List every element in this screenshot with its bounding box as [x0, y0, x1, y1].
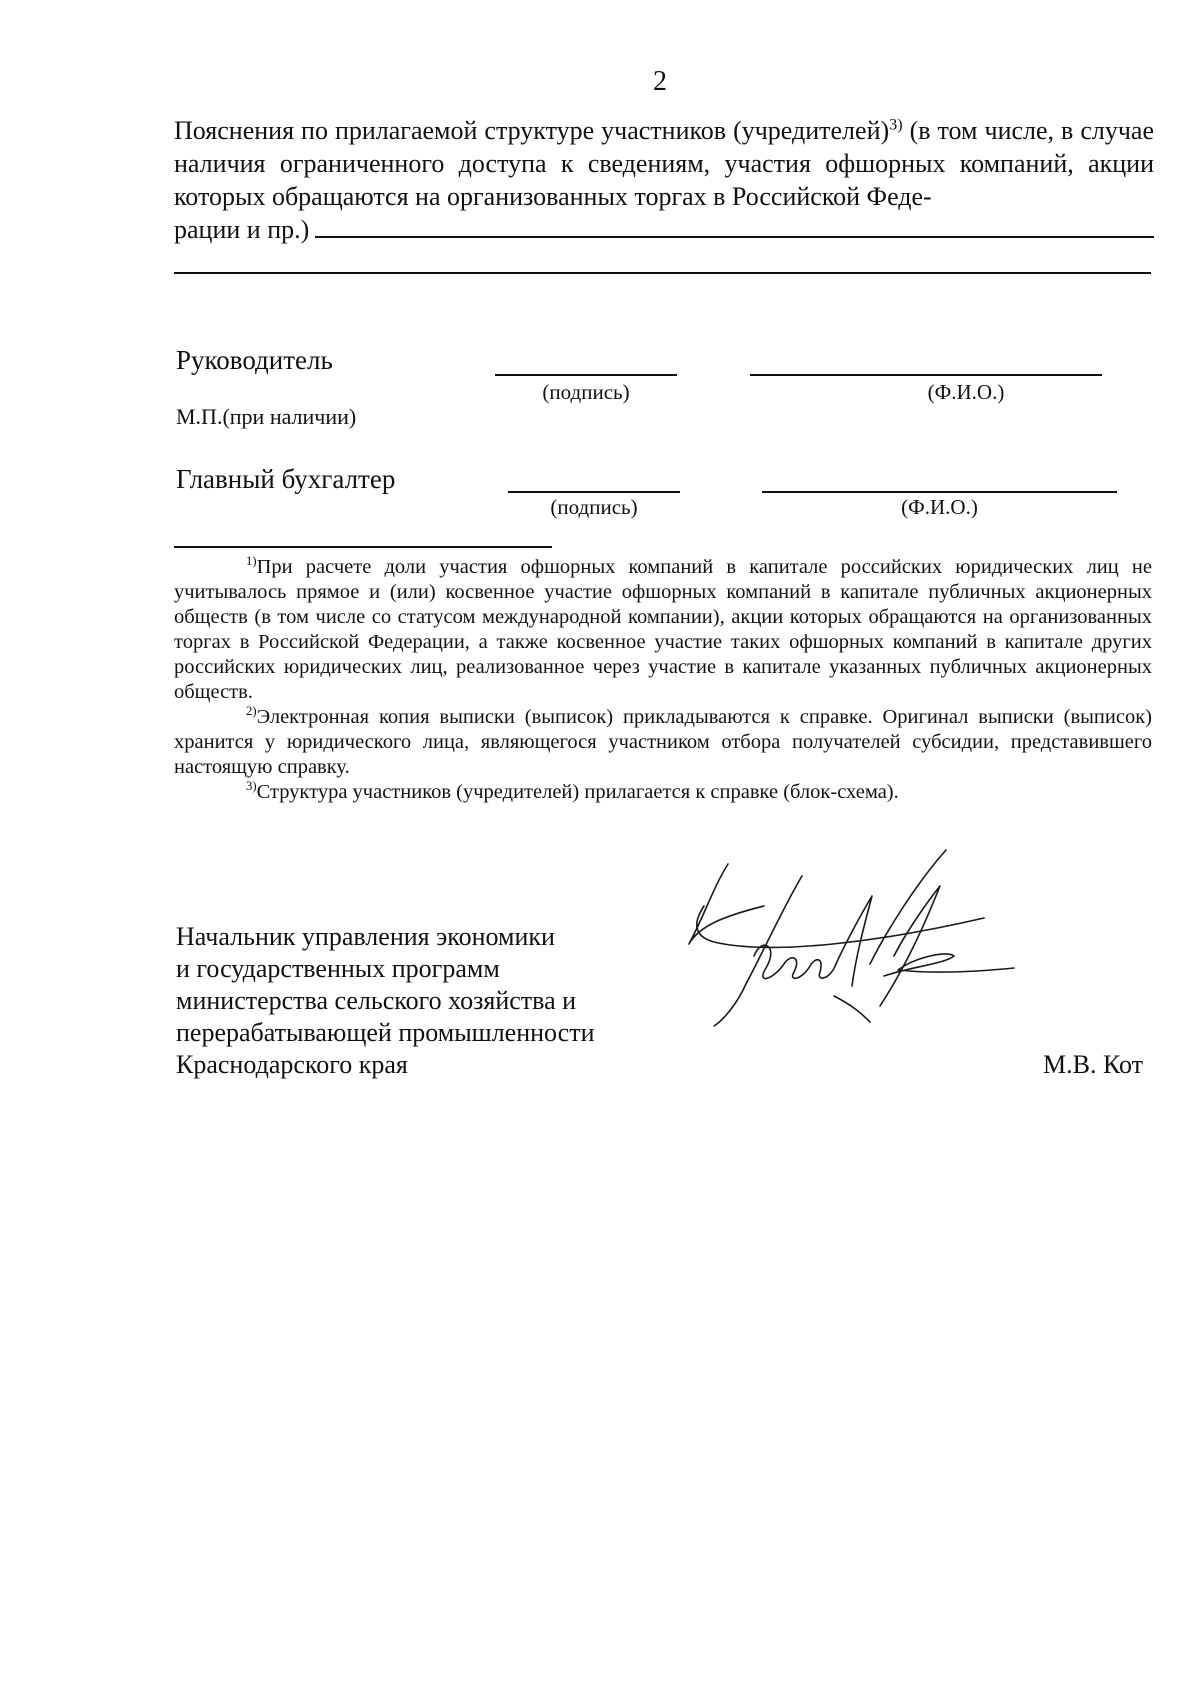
director-label: Руководитель [176, 345, 333, 375]
accountant-signature-line[interactable] [508, 491, 680, 493]
footnote-3-mark: 3) [246, 779, 257, 794]
explanation-paragraph [174, 114, 1154, 246]
footnote-3-text: Структура участников (учредителей) прилагается к справке (блок-схема). [256, 781, 899, 803]
footnote-ref-3: 3) [889, 116, 903, 134]
footnote-2-mark: 2) [246, 704, 257, 719]
stamp-label: М.П.(при наличии) [176, 404, 357, 429]
footnote-2 [174, 705, 1152, 780]
explanation-blank-field[interactable] [315, 216, 1154, 238]
accountant-signature-caption: (подпись) [550, 495, 638, 519]
director-name-caption: (Ф.И.О.) [927, 380, 1005, 404]
explanation-last-line [174, 213, 1154, 246]
footnote-separator [174, 546, 552, 548]
director-signature-caption: (подпись) [542, 380, 630, 404]
position-line: Начальник управления экономики [176, 922, 555, 951]
footnote-1-mark: 1) [246, 554, 257, 569]
accountant-name-caption: (Ф.И.О.) [901, 495, 978, 519]
explanation-continuation: (в том числе, в случае наличия ограниченного доступа к сведениям, участия офшорных компаний, акции которых обращаются на организованных торгах в Российской Феде- [174, 116, 1154, 211]
official-position [176, 921, 676, 1081]
accountant-label: Главный бухгалтер [176, 464, 396, 494]
director-name-line[interactable] [750, 374, 1102, 376]
footnotes [174, 555, 1152, 805]
explanation-text: Пояснения по прилагаемой структуре участников (учредителей) [174, 116, 890, 145]
position-line: и государственных программ [176, 954, 500, 983]
official-name: М.В. Кот [1043, 1050, 1144, 1079]
handwritten-signature [684, 846, 1044, 1031]
position-line: министерства сельского хозяйства и [176, 986, 577, 1015]
position-line: Краснодарского края [176, 1050, 408, 1079]
explanation-last-text: рации и пр.) [174, 215, 310, 244]
position-line: перерабатывающей промышленности [176, 1018, 595, 1047]
director-signature-line[interactable] [495, 374, 677, 376]
accountant-name-line[interactable] [762, 491, 1117, 493]
footnote-3 [174, 780, 1152, 805]
footnote-2-text: Электронная копия выписки (выписок) прикладываются к справке. Оригинал выписки (выписок) хранится у юридического лица, являющегося участником отбора получателей субсидии, представившего настоящую справку. [174, 706, 1152, 778]
footnote-1-text: При расчете доли участия офшорных компаний в капитале российских юридических лиц не учитывалось прямое и (или) косвенное участие офшорных компаний в капитале публичных акционерных обществ (в том числе со статусом международной компании), акции которых обращаются на организованных торгах в Российской Федерации, а также косвенное участие таких офшорных компаний в капитале других российских юридических лиц, реализованное через участие в капитале указанных публичных акционерных обществ. [174, 556, 1152, 703]
page-number: 2 [653, 66, 667, 97]
footnote-1 [174, 555, 1152, 705]
explanation-blank-line[interactable] [174, 272, 1151, 274]
